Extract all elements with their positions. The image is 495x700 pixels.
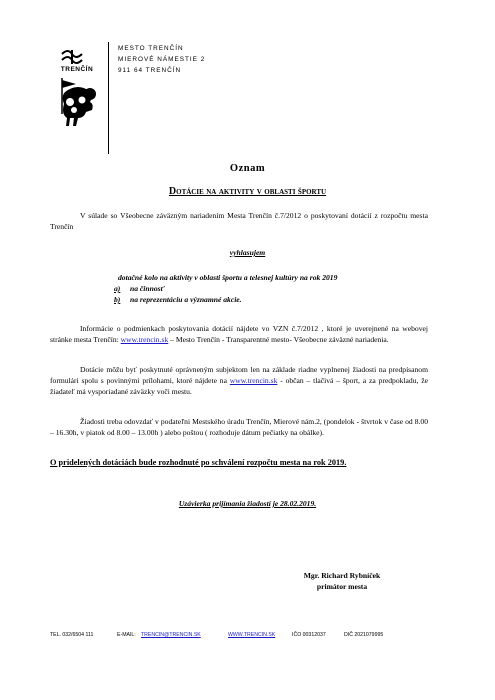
document-subtitle: Dotácie na aktivity v oblasti športu [168, 186, 327, 197]
list-item: a) na činnosť [114, 284, 165, 293]
footer-email-label: E-MAIL: [117, 632, 136, 638]
round-line: dotačné kolo na aktivity v oblasti športu a telesnej kultúry na rok 2019 [118, 273, 338, 282]
website-link[interactable]: www.trencin.sk [229, 376, 278, 385]
logo-text: TRENČÍN [60, 66, 94, 73]
coat-of-arms-icon [46, 42, 108, 154]
decision-notice: O pridelených dotáciách bude rozhodnuté po schválení rozpočtu mesta na rok 2019. [50, 458, 347, 467]
footer-web-link[interactable]: WWW.TRENCIN.SK [228, 632, 276, 638]
footer-phone: TEL. 032/6504 111 [50, 632, 94, 638]
signature-block [282, 570, 402, 592]
deadline-text: Uzávierka prijímania žiadostí je 28.02.2019. [178, 499, 317, 508]
signatory-name: Mgr. Richard Rybníček [303, 571, 381, 580]
footer-email-link[interactable]: TRENCIN@TRENCIN.SK [141, 632, 201, 638]
submission-paragraph: Žiadosti treba odovzdať v podateľni Mestského úradu Trenčín, Mierové nám.2, (pondelok - štvrtok v čase od 8.00 – 16.30h, v piatok od 8.00 – 13.00h ) alebo poštou ( rozhoduje dátum pečiatky na obálke). [50, 417, 428, 437]
footer-dic: DIČ 2021079995 [344, 632, 384, 638]
document-title: Oznam [229, 163, 266, 174]
footer-ico: IČO 00312037 [292, 632, 326, 638]
eligibility-paragraph: Dotácie môžu byť poskytnuté oprávneným subjektom len na základe riadne vyplnenej žiadosti na predpísanom formulári spolu s povinnými prílohami, ktoré nájdete na www.trencin.sk - občan – tlačivá – šport, a za predpokladu, že žiadateľ má vysporiadané záväzky voči mestu. [50, 365, 428, 396]
items-list [114, 283, 242, 305]
address-line: MESTO TRENČÍN [118, 45, 184, 52]
website-link[interactable]: www.trencin.sk [120, 335, 169, 344]
address-line: 911 64 TRENČÍN [118, 67, 182, 74]
announce-text: vyhlasujem [229, 248, 266, 257]
city-logo [46, 42, 109, 154]
address-block [118, 43, 205, 76]
intro-paragraph: V súlade so Všeobecne záväzným nariadením Mesta Trenčín č.7/2012 o poskytovaní dotácií z rozpočtu mesta Trenčín [50, 211, 428, 231]
footer [0, 632, 495, 644]
address-line: MIEROVÉ NÁMESTIE 2 [118, 56, 206, 63]
signatory-role: primátor mesta [316, 582, 368, 591]
list-item: b) na reprezentáciu a významné akcie. [114, 295, 242, 304]
info-paragraph: Informácie o podmienkach poskytovania dotácií nájdete vo VZN č.7/2012 , ktoré je uverejnené na webovej stránke mesta Trenčín: www.trencin.sk – Mesto Trenčín - Transparentné mesto- Všeobecne záväzné nariadenia. [50, 324, 428, 344]
